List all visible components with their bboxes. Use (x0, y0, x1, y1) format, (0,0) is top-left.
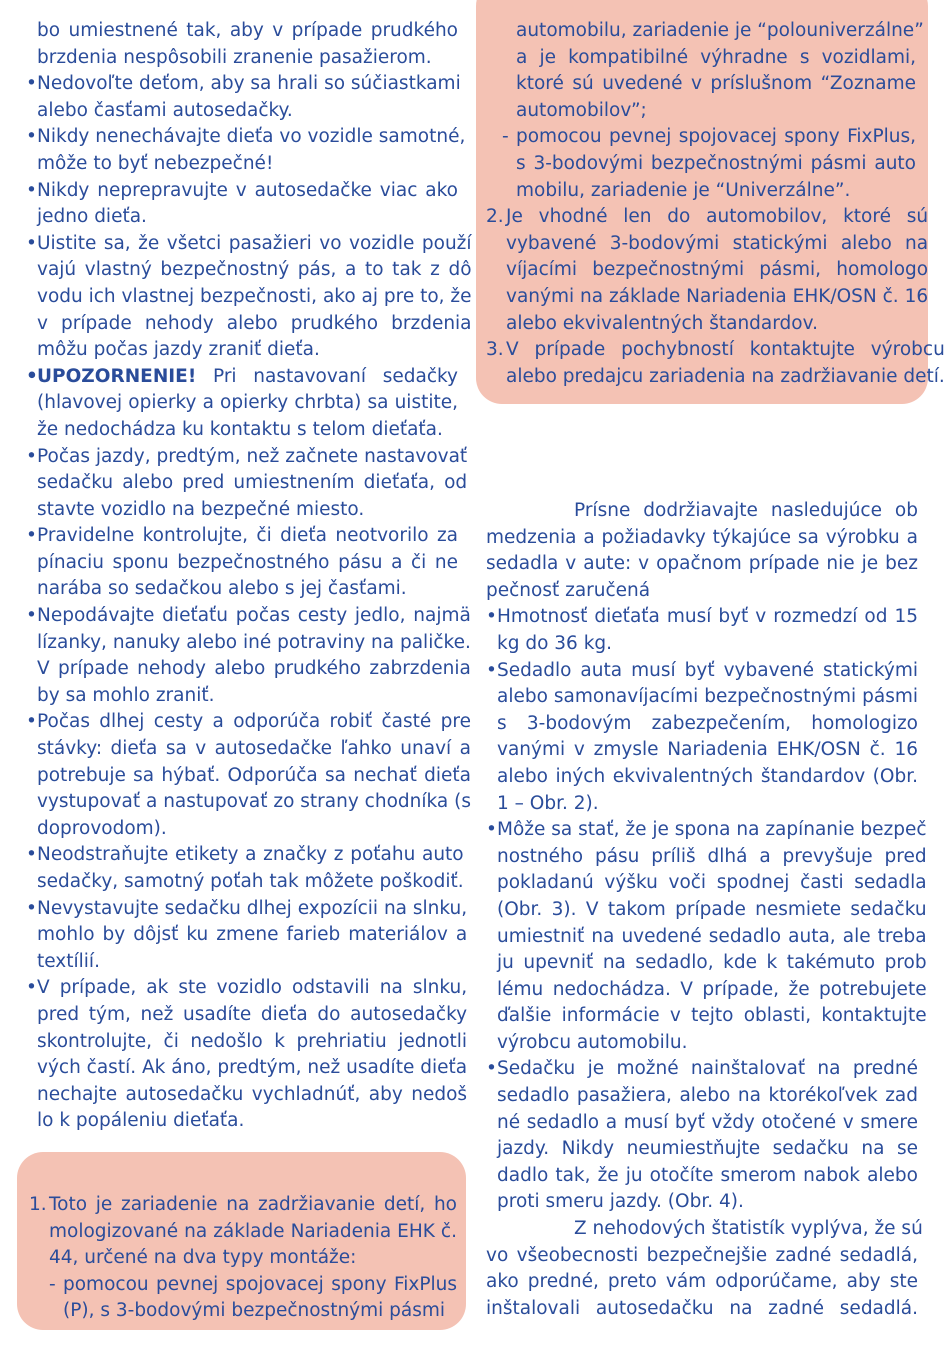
text-line: potrebuje sa hýbať. Odporúča sa nechať dieťa (37, 764, 471, 786)
text-line: vodu ich vlastnej bezpečnosti, ako aj pre to, že (37, 285, 472, 307)
text-line: s 3-bodovými bezpečnostnými pásmi auto (516, 152, 916, 174)
text-line: né sedadlo a musí byť vždy otočené v smere (497, 1111, 918, 1133)
text-line: pínaciu sponu bezpečnostného pásu a či ne (37, 551, 458, 573)
text-line: alebo časťami autosedačky. (37, 99, 293, 121)
bullet-marker: • (486, 659, 497, 681)
text-line: vybavené 3-bodovými statickými alebo na (506, 232, 929, 254)
text-line: Nevystavujte sedačku dlhej expozícii na slnku, (37, 897, 468, 919)
bullet-item (486, 658, 918, 818)
text-line: vanými na základe Nariadenia EHK/OSN č. 16 (506, 285, 929, 307)
warning-label: UPOZORNENIE! (37, 365, 197, 387)
bullet-marker: • (26, 844, 37, 866)
text-line: Toto je zariadenie na zadržiavanie detí, ho (49, 1194, 457, 1215)
text-line: Neodstraňujte etikety a značky z poťahu auto (37, 844, 464, 866)
numbered-item-2: 2. Je vhodné len do automobilov, ktoré sú vybavené 3-bodovými statickými alebo na víjacími bezpečnostnými pásmi, homologo vanými na základe Nariadenia EHK/OSN č. 16 alebo ekvivalentných štandardov. (486, 204, 916, 337)
bullet-item (486, 1056, 918, 1216)
text-line: ktoré sú uvedené v príslušnom “Zozname (516, 73, 916, 95)
text-line: inštalovali autosedačku na zadné sedadlá. (486, 1297, 918, 1319)
bullet-marker: • (26, 711, 37, 733)
text-line: v prípade nehody alebo prudkého brzdenia (37, 312, 472, 334)
text-line: Je vhodné len do automobilov, ktoré sú (506, 206, 929, 228)
text-line: 1 – Obr. 2). (497, 792, 599, 814)
text-line: vo všeobecnosti bezpečnejšie zadné sedadlá, (486, 1244, 918, 1266)
text-line: (P), s 3-bodovými bezpečnostnými pásmi (63, 1300, 446, 1322)
text-line: alebo iných ekvivalentných štandardov (Obr. (497, 765, 918, 787)
bullet-item (486, 604, 918, 657)
text-line: narába so sedačkou alebo s jej časťami. (37, 578, 407, 600)
text-line: Uistite sa, že všetci pasažieri vo vozidle použí (37, 232, 472, 254)
text-line: ju upevniť na sedadlo, kde k takémuto prob (497, 952, 927, 974)
text-line: pečnosť zaručená (486, 579, 651, 601)
text-line: Nikdy nenechávajte dieťa vo vozidle samotné, (37, 126, 466, 148)
text-line: nechajte autosedačku vychladnúť, aby nedoš (37, 1083, 468, 1105)
text-line: lízanky, nanuky alebo iné potraviny na paličke. (37, 631, 471, 653)
text-line: Počas jazdy, predtým, než začnete nastavovať (37, 445, 468, 467)
text-line: doprovodom). (37, 817, 167, 839)
requirements-bullet-list (486, 604, 927, 1216)
bullet-item (26, 523, 458, 603)
bullet-item (26, 709, 471, 842)
text-line: Hmotnosť dieťaťa musí byť v rozmedzí od 15 (497, 606, 918, 628)
text-line: alebo samonavíjacími bezpečnostnými pásmi (497, 686, 918, 708)
left-column (26, 18, 472, 1135)
bullet-marker: • (26, 126, 37, 148)
text-line: Počas dlhej cesty a odporúča robiť časté pre (37, 711, 471, 733)
bullet-marker: • (26, 977, 37, 999)
bullet-item (26, 71, 461, 124)
text-line: vanými v zmysle Nariadenia EHK/OSN č. 16 (497, 739, 918, 761)
top-right-box-text (486, 18, 945, 390)
text-line: Pravidelne kontrolujte, či dieťa neotvorilo za (37, 525, 458, 547)
text-line: proti smeru jazdy. (Obr. 4). (497, 1191, 744, 1213)
text-line: stavte vozidlo na bezpečné miesto. (37, 498, 365, 520)
text-line: Sedadlo auta musí byť vybavené statickými (497, 659, 918, 681)
numbered-item-3: 3. V prípade pochybností kontaktujte výrobcu alebo predajcu zariadenia na zadržiavanie detí. (486, 337, 916, 390)
bullet-item (26, 231, 472, 364)
bullet-marker: • (26, 73, 37, 95)
right-column (486, 498, 927, 1322)
bottom-left-box-text (29, 1192, 457, 1325)
text-line: pred tým, než usadíte dieťa do autosedačky (37, 1003, 468, 1025)
text-line: lému nedochádza. V prípade, že potrebujete (497, 978, 927, 1000)
text-line: sedačky, samotný poťah tak môžete poškodiť. (37, 871, 464, 892)
bullet-marker: • (26, 179, 37, 201)
bullet-marker: • (26, 365, 38, 387)
bullet-marker: • (486, 606, 497, 628)
text-line: nostného pásu príliš dlhá a prevyšuje pred (497, 845, 927, 867)
bullet-item (26, 975, 468, 1135)
text-line: môžu počas jazdy zraniť dieťa. (37, 339, 320, 361)
bullet-marker: • (26, 232, 37, 254)
text-line: Nikdy neprepravujte v autosedačke viac ako (37, 179, 458, 201)
text-line: mohlo by dôjsť ku zmene farieb materiálov a (37, 924, 468, 946)
text-line: automobilu, zariadenie je “polouniverzálne” (516, 20, 924, 41)
text-line: by sa mohlo zraniť. (37, 684, 215, 706)
text-line: alebo ekvivalentných štandardov. (506, 312, 818, 334)
dash-item-fixplus-p: - pomocou pevnej spojovacej spony FixPlus (P), s 3-bodovými bezpečnostnými pásmi (29, 1272, 457, 1325)
warning-item: • UPOZORNENIE! Pri nastavovaní sedačky (hlavovej opierky a opierky chrbta) sa uistite, že nedochádza ku kontaktu s telom dieťaťa. (26, 364, 458, 444)
text-line: môže to byť nebezpečné! (37, 152, 274, 174)
text-line: sedadla v aute: v opačnom prípade nie je bez (486, 553, 918, 575)
text-line: Nedovoľte deťom, aby sa hrali so súčiastkami (37, 73, 461, 95)
text-line: a je kompatibilné výhradne s vozidlami, (516, 46, 916, 68)
text-line: pokladanú výšku voči spodnej časti sedadla (497, 872, 927, 894)
paragraph-statistics (486, 1216, 923, 1322)
text-line: ako predné, preto vám odporúčame, aby ste (486, 1271, 918, 1293)
text-line: mologizované na základe Nariadenia EHK č. (49, 1220, 457, 1242)
bullet-item (486, 817, 927, 1056)
text-line: sedačku alebo pred umiestnením dieťaťa, od (37, 472, 468, 494)
intro-paragraph: bo umiestnené tak, aby v prípade prudkého brzdenia nespôsobili zranenie pasažierom. (37, 20, 458, 68)
text-line: V prípade nehody alebo prudkého zabrzdenia (37, 658, 471, 680)
text-line: víjacími bezpečnostnými pásmi, homologo (506, 259, 929, 281)
text-line: jazdy. Nikdy neumiestňujte sedačku na se (497, 1138, 918, 1160)
text-line: mobilu, zariadenie je “Univerzálne”. (516, 179, 851, 201)
text-line: s 3-bodovým zabezpečením, homologizo (497, 712, 918, 734)
text-line: Nepodávajte dieťaťu počas cesty jedlo, najmä (37, 605, 471, 627)
text-line: výrobcu automobilu. (497, 1031, 688, 1053)
bullet-item (26, 124, 466, 177)
text-line: lo k popáleniu dieťaťa. (37, 1110, 245, 1132)
text-line: automobilov”; (516, 99, 647, 121)
text-line: pomocou pevnej spojovacej spony FixPlus (63, 1273, 457, 1295)
text-line: textílií. (37, 950, 100, 972)
bullet-item (26, 178, 458, 231)
text-line: alebo predajcu zariadenia na zadržiavanie detí. (506, 365, 945, 387)
bullet-marker: • (26, 525, 37, 547)
bullet-item (26, 444, 468, 524)
text-line: (Obr. 3). V takom prípade nesmiete sedačku (497, 898, 927, 920)
text-line: vých častí. Ak áno, predtým, než usadíte dieťa (37, 1057, 468, 1079)
paragraph-requirements (486, 498, 918, 604)
text-line: Môže sa stať, že je spona na zapínanie bezpeč (497, 819, 927, 841)
text-line: Prísne dodržiavajte nasledujúce ob (574, 500, 918, 521)
text-line: 44, určené na dva typy montáže: (49, 1247, 357, 1269)
text-line: umiestniť na uvedené sedadlo auta, ale treba (497, 925, 927, 947)
bullet-item (26, 842, 464, 895)
text-line: vajú vlastný bezpečnostný pás, a to tak z dô (37, 259, 472, 281)
text-line: jedno dieťa. (37, 206, 147, 228)
bullet-marker: • (486, 819, 497, 841)
text-line: Z nehodových štatistík vyplýva, že sú (574, 1218, 923, 1240)
bullet-list-1 (26, 71, 472, 364)
bullet-item (26, 896, 468, 976)
text-line: medzenia a požiadavky týkajúce sa výrobku a (486, 526, 918, 548)
dash-item-fixplus: - pomocou pevnej spojovacej spony FixPlus, s 3-bodovými bezpečnostnými pásmi auto mobilu, zariadenie je “Univerzálne”. (486, 124, 916, 204)
bullet-item (26, 603, 471, 709)
bullet-marker: • (26, 605, 37, 627)
bullet-marker: • (26, 897, 37, 919)
text-line: skontrolujte, či nedošlo k prehriatiu jednotli (37, 1030, 468, 1052)
text-line: V prípade pochybností kontaktujte výrobcu (506, 339, 945, 361)
text-line: V prípade, ak ste vozidlo odstavili na slnku, (37, 977, 468, 999)
bullet-list-2 (26, 444, 471, 1135)
text-line: dadlo tak, že ju otočíte smerom nabok alebo (497, 1164, 918, 1186)
bullet-marker: • (26, 445, 37, 467)
text-line: vystupovať a nastupovať zo strany chodníka (s (37, 791, 471, 813)
text-line: Sedačku je možné nainštalovať na predné (497, 1058, 918, 1080)
numbered-item-1: 1. Toto je zariadenie na zadržiavanie detí, ho mologizované na základe Nariadenia EHK č. 44, určené na dva typy montáže: (29, 1192, 457, 1272)
bullet-marker: • (486, 1058, 497, 1080)
text-line: sedadlo pasažiera, alebo na ktorékoľvek zad (497, 1085, 918, 1107)
text-line: kg do 36 kg. (497, 632, 613, 654)
continued-text (486, 18, 924, 124)
text-line: stávky: dieťa sa v autosedačke ľahko unaví a (37, 738, 471, 760)
text-line: pomocou pevnej spojovacej spony FixPlus, (516, 126, 916, 148)
text-line: ďalšie informácie v tejto oblasti, kontaktujte (497, 1005, 927, 1027)
